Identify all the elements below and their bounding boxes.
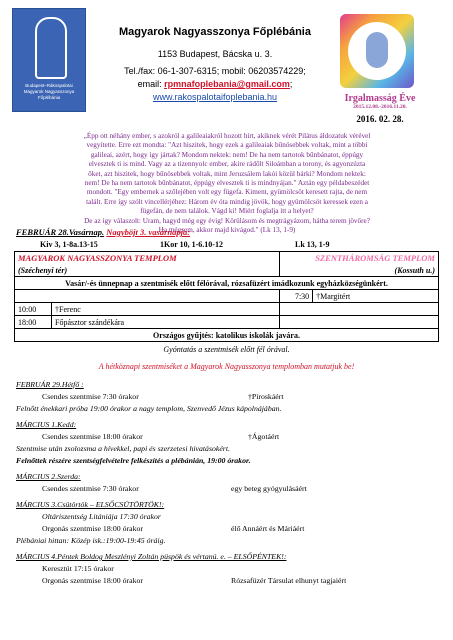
jubilee-logo <box>340 14 414 88</box>
list-item: Orgonás szentmise 18:00 órakor élő Annáért és Máriáért <box>42 524 305 533</box>
quote-line: mondott. "Egy embernek a szőlejében volt egy fügefa. Kiment, gyümölcsöt keresett rajta, de nem <box>86 188 368 197</box>
day-heading: MÁRCIUS 4.Péntek Boldog Meszlényi Zoltán püspök és vértanú. e. – ELSŐPÉNTEK!: <box>16 552 287 561</box>
quote-line: De az így válaszolt: Uram, hagyd még egy évig! Körülásom és megtrágyázom, hátha terem jövőre? <box>84 216 370 225</box>
church-right-location: (Kossuth u.) <box>394 265 435 275</box>
sunday-heading <box>16 227 441 237</box>
gospel-quote <box>14 132 440 235</box>
mass-intention: Főpásztor szándékára <box>52 316 280 329</box>
church-right-name: SZENTHÁROMSÁG TEMPLOM <box>315 253 435 263</box>
mass-intention: †Ferenc <box>52 303 280 316</box>
quote-line: galileai, azért, hogy így jártak? Mondom nektek: nem! De ha nem tartotok bűnbánatot, éppúgy <box>90 150 364 159</box>
mass-time: 18:00 <box>15 316 52 329</box>
mass-time: 7:30 <box>280 290 313 303</box>
list-item: Keresztút 17:15 órakor <box>42 564 114 573</box>
reading-1: Kiv 3, 1-8a.13-15 <box>40 240 98 249</box>
issue-date: 2016. 02. 28. <box>356 114 404 124</box>
quote-line: Ha mégsem, akkor majd kivágod." (Lk 13, 1-9) <box>158 226 296 235</box>
quote-line: fügefán, de nem találok. Vágd ki! Miért foglalja itt a helyet? <box>140 207 314 216</box>
day-heading: MÁRCIUS 2.Szerda: <box>16 472 81 481</box>
day-heading: FEBRUÁR 29.Hétfő : <box>16 380 84 389</box>
sunday-feast: Nagyböjt 3. vasárnapja: <box>106 227 191 237</box>
jubilee-emblem-icon <box>348 22 406 80</box>
rosary-note: Vasár/-és ünnepnap a szentmisék előtt félórával, rózsafüzért imádkozunk egyházközségünkért. <box>15 277 439 290</box>
mass-time: 10:00 <box>15 303 52 316</box>
parish-logo-caption: Budapest–Rákospalotai Magyarok Nagyasszonya Főplébánia <box>23 83 75 100</box>
jubilee-title: Irgalmasság Éve <box>344 93 416 104</box>
mass-intention: †Margitért <box>313 290 439 303</box>
phone-line: Tel./fax: 06-1-307-6315; mobil: 06203574229; <box>124 66 306 76</box>
church-left-name: MAGYAROK NAGYASSZONYA TEMPLOM <box>18 253 177 263</box>
list-item: Szentmise után zsolozsma a hívekkel, papi és szerzetesi hivatásokért. <box>16 444 230 453</box>
quote-line: őket, azt hiszitek, hogy bűnösebbek voltak, mint Jeruzsálem lakói közül bárki? Mondom nektek: <box>88 169 366 178</box>
list-item: Plébániai hittan: Közép isk.:19:00-19:45 óráig. <box>16 536 166 545</box>
confession-note: Gyóntatás a szentmisék előtt fél órával. <box>163 345 290 354</box>
sunday-date: FEBRUÁR 28.Vasárnap. <box>16 227 105 237</box>
day-heading: MÁRCIUS 3.Csütörtök – ELSŐCSÜTÖRTÖK!: <box>16 500 165 509</box>
quote-line: „Épp ott néhány ember, s azokról a galileaiakról hozott hírt, akiknek vérét Pilátus áldozatuk vérével <box>83 132 371 140</box>
weekday-schedule <box>16 379 441 587</box>
reading-3: Lk 13, 1-9 <box>295 240 330 249</box>
email-link[interactable]: rpmnafoplebania@gmail.com <box>164 79 290 89</box>
quote-line: elvesztek ti is mind. Vagy az a tizennyolc ember, akire rádőlt Siloámban a torony, és agyonzúzta <box>88 160 366 169</box>
list-item: Felnőttek részére szentségfelvételre felkészítés a plébánián, 19:00 órakor. <box>16 456 251 465</box>
list-item: Csendes szentmise 18:00 órakor †Ágotáért <box>42 432 280 441</box>
table-row <box>15 303 439 316</box>
list-item: Oltáriszentség Litániája 17:30 órakor <box>42 512 161 521</box>
jubilee-dates: 2015.12.08.-2016.11.20. <box>353 104 407 110</box>
day-heading: MÁRCIUS 1.Kedd: <box>16 420 77 429</box>
weekday-info: A hétköznapi szentmiséket a Magyarok Nagyasszonya templomban mutatjuk be! <box>98 362 355 371</box>
list-item: Csendes szentmise 7:30 órakor †Piroskáért <box>42 392 284 401</box>
list-item: Felnőtt énekkari próba 19:00 órakor a nagy templom, Szenvedő Jézus kápolnájában. <box>16 404 282 413</box>
sunday-mass-table <box>14 251 439 342</box>
page-header <box>90 26 340 104</box>
reading-2: 1Kor 10, 1-6.10-12 <box>160 240 223 249</box>
list-item: Csendes szentmise 7:30 órakor egy beteg gyógyulásáért <box>42 484 307 493</box>
collection-note: Országos gyűjtés: katolikus iskolák javára. <box>15 329 439 342</box>
quote-line: vegyítette. Erre ezt mondta: "Azt hiszitek, hogy ezek a galileaiak bűnösebbek voltak, mint a többi <box>86 141 368 150</box>
list-item: Orgonás szentmise 18:00 órakor Rózsafüzér Társulat elhunyt tagjaiért <box>42 576 347 585</box>
parish-logo <box>12 8 86 112</box>
website-line <box>90 91 340 104</box>
quote-line: talált. Erre így szólt vincellérjéhez: Három év óta mindig jövök, hogy gyümölcsöt keressek ezen a <box>86 197 368 206</box>
address: 1153 Budapest, Bácska u. 3. <box>157 49 273 59</box>
madonna-figure-icon <box>35 17 67 79</box>
parish-title: Magyarok Nagyasszonya Főplébánia <box>119 26 311 38</box>
quote-line: nem! De ha nem tartotok bűnbánatot, éppúgy elvesztek ti is mindnyájan." Aztán egy példabeszédet <box>84 179 370 188</box>
website-link[interactable]: www.rakospalotaifoplebania.hu <box>152 92 278 102</box>
table-row <box>15 290 439 303</box>
church-left-location: (Széchenyi tér) <box>18 265 68 275</box>
email-line: email: rpmnafoplebania@gmail.com; <box>137 79 293 89</box>
table-row <box>15 316 439 329</box>
